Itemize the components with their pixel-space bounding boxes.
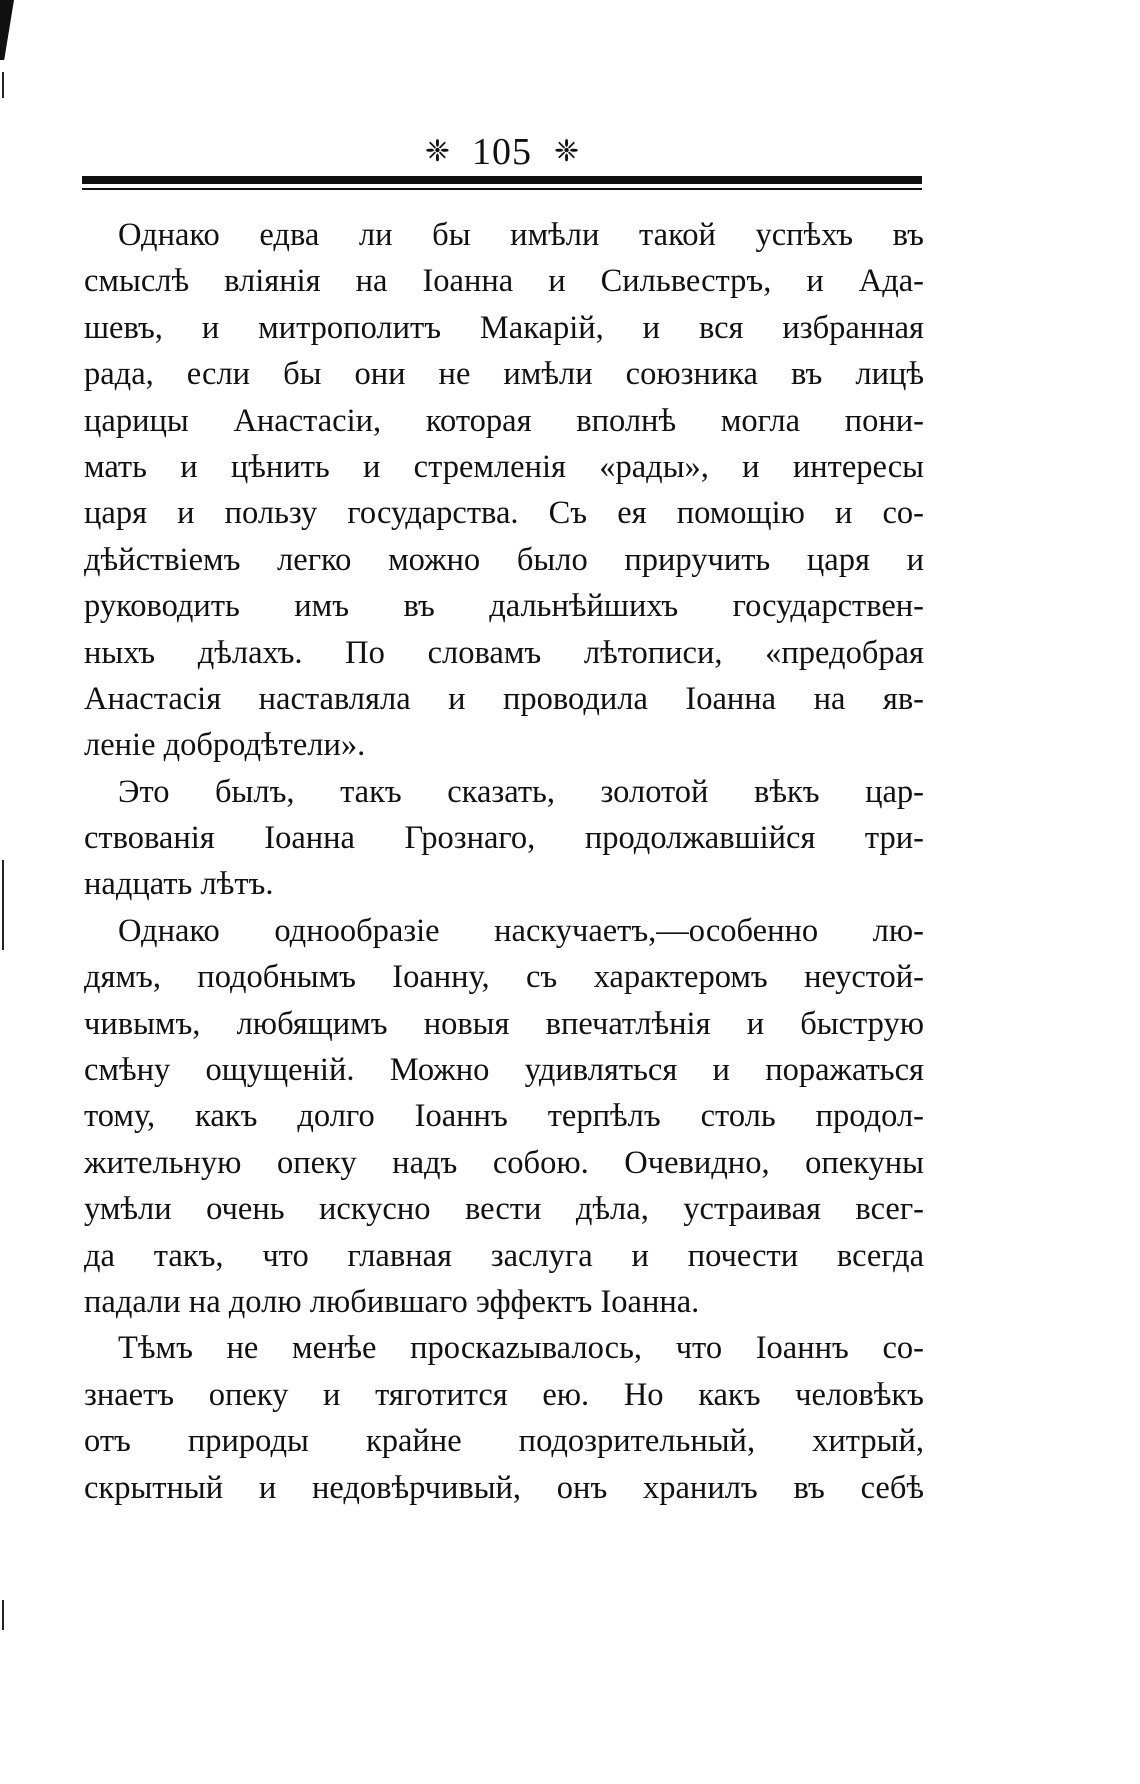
text-line: Это былъ, такъ сказать, золотой вѣкъ цар-	[118, 773, 924, 810]
paragraph	[84, 769, 924, 908]
text-line: отъ природы крайне подозрительный, хитрый,	[84, 1423, 924, 1460]
text-line: чивымъ, любящимъ новыя впечатлѣнія и быструю	[84, 1005, 924, 1042]
text-line: Однако едва ли бы имѣли такой успѣхъ въ	[118, 217, 924, 253]
text-line: шевъ, и митрополитъ Макарій, и вся избранная	[84, 309, 924, 346]
text-line: Тѣмъ не менѣе проскazывалось, что Іоаннъ со-	[118, 1330, 924, 1367]
scan-artifact-line	[2, 1600, 4, 1630]
text-line: Анастасія наставляла и проводила Іоанна на яв-	[84, 680, 924, 717]
text-line: руководить имъ въ дальнѣйшихъ государствен-	[84, 588, 924, 625]
text-line: скрытный и недовѣрчивый, онъ хранилъ въ себѣ	[84, 1469, 924, 1506]
paragraph	[84, 908, 924, 1326]
text-line: царицы Анастасіи, которая вполнѣ могла пони-	[84, 402, 924, 439]
page-number: 105	[472, 131, 532, 173]
text-line: умѣли очень искусно вести дѣла, устраивая всег-	[84, 1191, 924, 1228]
text-line: дямъ, подобнымъ Іоанну, съ характеромъ неустой-	[84, 959, 924, 996]
text-line: смыслѣ вліянія на Іоанна и Сильвестръ, и Ада-	[84, 263, 924, 300]
header-rule-thick	[82, 176, 922, 184]
paragraph	[84, 1325, 924, 1511]
header-rule-thin	[82, 188, 922, 190]
text-line: ныхъ дѣлахъ. По словамъ лѣтописи, «предобрая	[84, 634, 924, 671]
text-line: царя и пользу государства. Съ ея помощію и со-	[84, 495, 924, 532]
ornament-right-icon: ❈	[554, 135, 580, 168]
page-header	[82, 128, 922, 176]
paragraph	[84, 212, 924, 769]
text-line: мать и цѣнить и стремленія «рады», и интересы	[84, 448, 924, 485]
text-line: надцать лѣтъ.	[84, 866, 274, 903]
text-line: леніе добродѣтели».	[84, 727, 366, 764]
text-line: рада, если бы они не имѣли союзника въ лицѣ	[84, 356, 924, 393]
text-line: да такъ, что главная заслуга и почести всегда	[84, 1237, 924, 1274]
text-line: падали на долю любившаго эффектъ Іоанна.	[84, 1283, 700, 1320]
text-line: Однако однообразіе наскучаетъ,—особенно лю-	[118, 912, 924, 949]
scan-artifact-line	[2, 72, 4, 98]
body-text	[84, 212, 924, 1511]
text-line: тому, какъ долго Іоаннъ терпѣлъ столь продол-	[84, 1098, 924, 1135]
text-line: ствованія Іоанна Грознаго, продолжавшійся три-	[84, 820, 924, 857]
text-line: жительную опеку надъ собою. Очевидно, опекуны	[84, 1144, 924, 1181]
text-line: дѣйствіемъ легко можно было приручить царя и	[84, 541, 924, 578]
scan-artifact-line	[2, 860, 4, 950]
scan-artifact-corner	[0, 0, 14, 60]
ornament-left-icon: ❈	[424, 135, 450, 168]
text-line: знаетъ опеку и тяготится ею. Но какъ человѣкъ	[84, 1376, 924, 1413]
text-line: смѣну ощущеній. Можно удивляться и поражаться	[84, 1052, 924, 1089]
